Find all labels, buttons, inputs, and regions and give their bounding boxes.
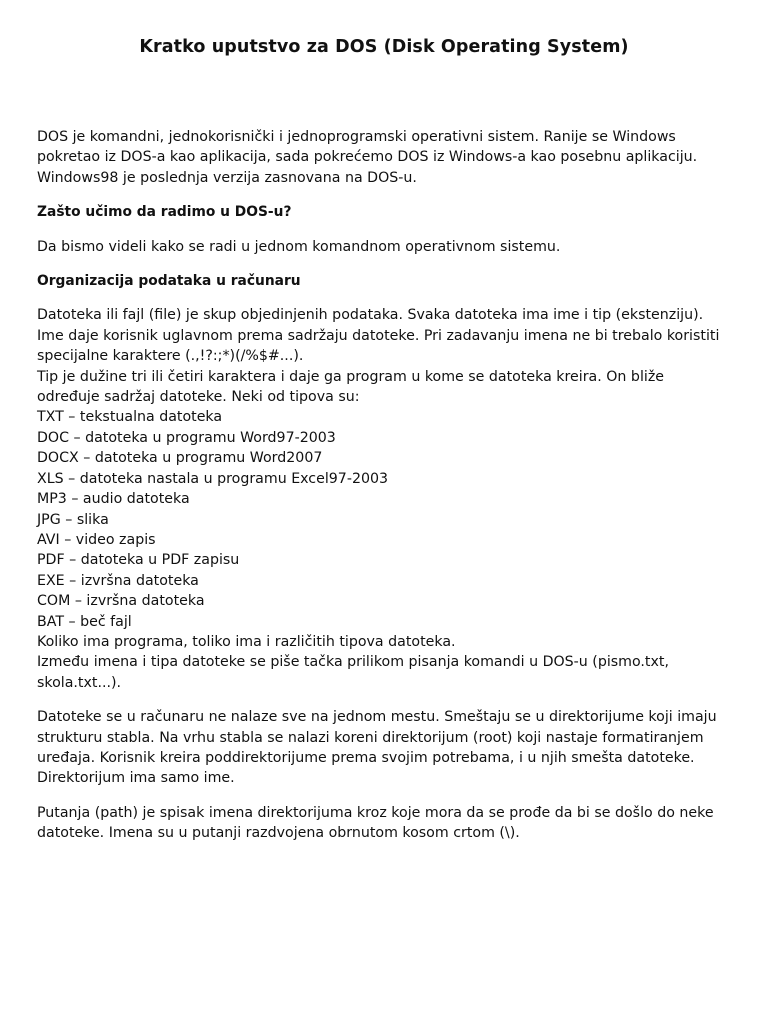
document-body <box>37 127 737 858</box>
file-type-item: TXT – tekstualna datoteka <box>37 409 223 426</box>
file-type-item: MP3 – audio datoteka <box>37 491 190 508</box>
text-line: Između imena i tipa datoteke se piše tačka prilikom pisanja komandi u DOS-u (pismo.txt, <box>37 654 669 671</box>
text-line: Datoteka ili fajl (file) je skup objedinjenih podataka. Svaka datoteka ima ime i tip (ekstenziju). <box>37 307 704 324</box>
text-line: specijalne karaktere (.,!?:;*)(/%$#...). <box>37 348 304 365</box>
file-type-item: PDF – datoteka u PDF zapisu <box>37 552 240 569</box>
file-type-item: XLS – datoteka nastala u programu Excel97-2003 <box>37 470 389 487</box>
directories-paragraph <box>37 707 737 789</box>
section-heading-data-organization: Organizacija podataka u računaru <box>37 273 301 290</box>
text-line: Putanja (path) je spisak imena direktorijuma kroz koje mora da se prođe da bi se došlo do neke <box>37 804 714 821</box>
text-line: Windows98 je poslednja verzija zasnovana na DOS-u. <box>37 169 417 186</box>
files-paragraph <box>37 305 737 693</box>
text-line: strukturu stabla. Na vrhu stabla se nalazi koreni direktorijum (root) koji nastaje formatiranjem <box>37 729 704 746</box>
text-line: DOS je komandni, jednokorisnički i jednoprogramski operativni sistem. Ranije se Windows <box>37 129 676 145</box>
text-line: pokretao iz DOS-a kao aplikacija, sada pokrećemo DOS iz Windows-a kao posebnu aplikaciju. <box>37 149 698 166</box>
document-title: Kratko uputstvo za DOS (Disk Operating System) <box>139 37 629 57</box>
why-dos-answer: Da bismo videli kako se radi u jednom komandnom operativnom sistemu. <box>37 238 561 255</box>
text-line: Ime daje korisnik uglavnom prema sadržaju datoteke. Pri zadavanju imena ne bi trebalo koristiti <box>37 327 720 344</box>
file-type-item: AVI – video zapis <box>37 531 156 548</box>
text-line: Tip je dužine tri ili četiri karaktera i daje ga program u kome se datoteka kreira. On bliže <box>37 368 664 385</box>
text-line: Direktorijum ima samo ime. <box>37 770 235 787</box>
text-line: određuje sadržaj datoteke. Neki od tipova su: <box>37 389 360 406</box>
text-line: Koliko ima programa, toliko ima i različitih tipova datoteka. <box>37 633 456 650</box>
file-type-item: BAT – beč fajl <box>37 613 132 630</box>
file-type-item: COM – izvršna datoteka <box>37 593 205 610</box>
file-type-item: JPG – slika <box>37 511 109 528</box>
path-paragraph <box>37 803 737 844</box>
text-line: uređaja. Korisnik kreira poddirektorijume prema svojim potrebama, i u njih smešta datoteke. <box>37 749 695 766</box>
text-line: Datoteke se u računaru ne nalaze sve na jednom mestu. Smeštaju se u direktorijume koji imaju <box>37 709 717 726</box>
section-heading-why-dos: Zašto učimo da radimo u DOS-u? <box>37 204 292 221</box>
file-type-item: DOCX – datoteka u programu Word2007 <box>37 450 323 467</box>
text-line: datoteke. Imena su u putanji razdvojena obrnutom kosom crtom (\). <box>37 825 520 842</box>
intro-paragraph <box>37 127 737 188</box>
text-line: skola.txt...). <box>37 674 122 691</box>
file-type-item: EXE – izvršna datoteka <box>37 572 199 589</box>
file-type-item: DOC – datoteka u programu Word97-2003 <box>37 429 336 446</box>
